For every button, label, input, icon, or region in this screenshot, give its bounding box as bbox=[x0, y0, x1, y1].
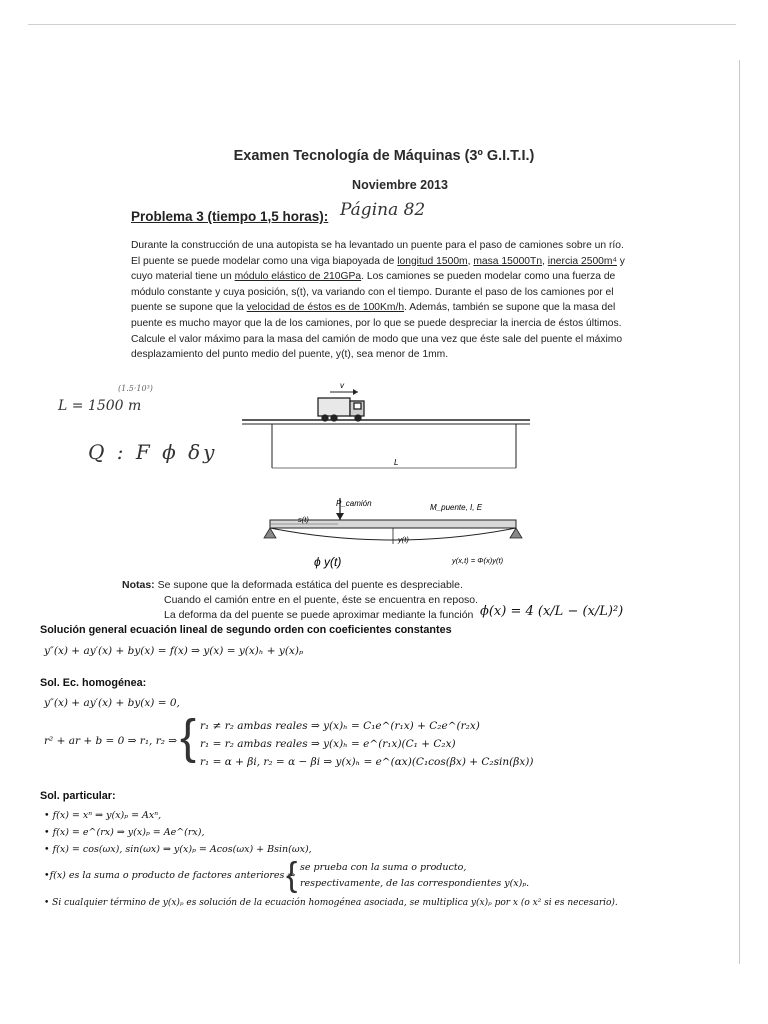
case-complex: r₁ = α + βi, r₂ = α − βi ⇒ y(x)ₕ = e^(αx)(C₁cos(βx) + C₂sin(βx)) bbox=[200, 756, 534, 768]
mass-label: M_puente, I, E bbox=[430, 503, 483, 512]
case-repeated: r₁ = r₂ ambas reales ⇒ y(x)ₕ = e^(r₁x)(C₁ + C₂x) bbox=[200, 738, 456, 750]
general-equation: y″(x) + ay′(x) + by(x) = f(x) ⇒ y(x) = y(x)ₕ + y(x)ₚ bbox=[44, 645, 304, 657]
statement-line: Durante la construcción de una autopista se ha levantado un puente para el paso de camiones sobre un río. bbox=[131, 240, 624, 251]
particular-4b: respectivamente, de las correspondientes y(x)ₚ. bbox=[300, 878, 530, 889]
problem-heading: Problema 3 (tiempo 1,5 horas): bbox=[131, 209, 329, 224]
handwritten-length: L = 1500 m bbox=[58, 398, 142, 414]
general-solution-title: Solución general ecuación lineal de segundo orden con coeficientes constantes bbox=[40, 624, 452, 636]
problem-statement bbox=[131, 238, 691, 363]
statement-line: Calcule el valor máximo para la masa del camión de modo que una vez que éste sale del puente el máximo bbox=[131, 333, 623, 345]
deflection-label: y(x,t) = Φ(x)y(t) bbox=[452, 556, 504, 565]
truck-icon bbox=[318, 398, 364, 421]
note-3: La deforma da del puente se puede aproximar mediante la función bbox=[164, 609, 474, 621]
bridge-diagram bbox=[230, 370, 560, 575]
note-2: Cuando el camión entre en el puente, éste se encuentra en reposo. bbox=[164, 594, 479, 606]
phi-function: ϕ(x) = 4 (x/L − (x/L)²) bbox=[480, 604, 624, 619]
particular-5: • Si cualquier término de y(x)ₚ es solución de la ecuación homogénea asociada, se multiplica y(x)ₚ por x (o x² si es necesario). bbox=[44, 898, 618, 908]
brace-icon: { bbox=[180, 711, 197, 764]
particular-title: Sol. particular: bbox=[40, 790, 116, 802]
particular-2: • f(x) = e^(rx) ⇒ y(x)ₚ = Ae^(rx), bbox=[44, 827, 205, 838]
statement-line: puente es mucho mayor que la de los camiones, por lo que se puede despreciar la inercia de éstos últimos. bbox=[131, 317, 622, 329]
statement-line: módulo constante y cuya posición, s(t), va variando con el tiempo. Durante el paso de los camiones por el bbox=[131, 286, 614, 298]
y-label: y(t) bbox=[398, 535, 409, 544]
force-label: P_camión bbox=[336, 499, 372, 508]
statement-line: El puente se puede modelar como una viga biapoyada de longitud 1500m, masa 15000Tn, inercia 2500m⁴ y bbox=[131, 255, 625, 267]
length-label: L bbox=[394, 458, 399, 467]
notes bbox=[122, 578, 478, 623]
note-1: Se supone que la deformada estática del puente es despreciable. bbox=[157, 579, 463, 591]
particular-4a: se prueba con la suma o producto, bbox=[300, 862, 467, 873]
position-label: s(t) bbox=[298, 515, 309, 524]
exam-date: Noviembre 2013 bbox=[352, 178, 448, 192]
particular-3: • f(x) = cos(ωx), sin(ωx) ⇒ y(x)ₚ = Acos(ωx) + Bsin(ωx), bbox=[44, 844, 312, 855]
homogeneous-equation: y″(x) + ay′(x) + by(x) = 0, bbox=[44, 697, 180, 709]
right-support bbox=[510, 528, 522, 538]
page-top-edge bbox=[28, 24, 736, 25]
particular-1: • f(x) = xⁿ ⇒ y(x)ₚ = Axⁿ, bbox=[44, 810, 162, 821]
statement-line: cuyo material tiene un módulo elástico de 210GPa. Los camiones se pueden modelar como una fuerza de bbox=[131, 271, 616, 283]
page-right-edge bbox=[739, 60, 740, 964]
particular-4: •f(x) es la suma o producto de factores anteriores ⇒ bbox=[44, 870, 296, 881]
root-cases bbox=[200, 717, 533, 771]
handwritten-formula: Q : F ϕ δy bbox=[88, 440, 218, 464]
handwritten-diagram-note: ϕ y(t) bbox=[314, 555, 342, 569]
handwritten-length-note: (1.5·10³) bbox=[118, 384, 153, 393]
statement-line: puente se supone que la velocidad de éstos es de 100Km/h. Además, también se supone que la masa del bbox=[131, 302, 616, 314]
velocity-label: v bbox=[340, 381, 344, 390]
statement-line: desplazamiento del punto medio del puente, y(t), sea menor de 1mm. bbox=[131, 349, 449, 361]
handwritten-page-note: Página 82 bbox=[340, 200, 426, 220]
exam-title: Examen Tecnología de Máquinas (3º G.I.T.I.) bbox=[233, 148, 535, 164]
left-support bbox=[264, 528, 276, 538]
brace-small-icon: { bbox=[286, 856, 298, 894]
case-distinct: r₁ ≠ r₂ ambas reales ⇒ y(x)ₕ = C₁e^(r₁x) + C₂e^(r₂x) bbox=[200, 720, 480, 732]
notes-label: Notas: bbox=[122, 579, 155, 591]
homogeneous-title: Sol. Ec. homogénea: bbox=[40, 677, 147, 689]
characteristic-equation: r² + ar + b = 0 ⇒ r₁, r₂ ⇒ bbox=[44, 735, 178, 747]
